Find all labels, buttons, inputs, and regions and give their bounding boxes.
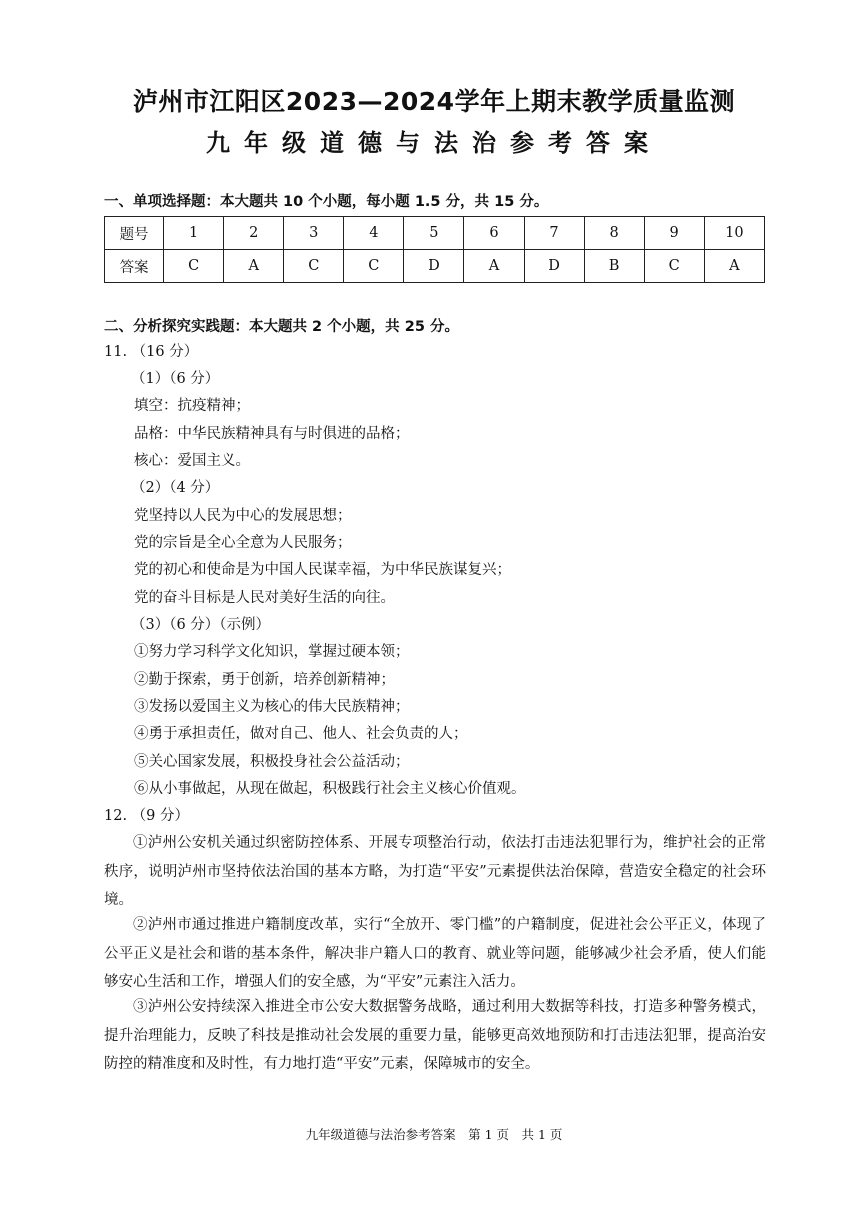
question-number: 7 xyxy=(524,217,584,250)
table-row-label: 题号 xyxy=(105,217,164,250)
question-number: 1 xyxy=(164,217,224,250)
question-number: 9 xyxy=(644,217,704,250)
answer-paragraph: ③泸州公安持续深入推进全市公安大数据警务战略，通过利用大数据等科技，打造多种警务模式，提升治理能力，反映了科技是推动社会发展的重要力量，能够更高效地预防和打击违法犯罪，提高治安防控的精准度和及时性，有力地打造“平安”元素，保障城市的安全。 xyxy=(104,999,766,1072)
answer-line: ②勤于探索，勇于创新，培养创新精神； xyxy=(134,672,395,688)
answer-table-row-answers xyxy=(105,250,765,283)
question-number: 10 xyxy=(704,217,764,250)
answer-line: 填空：抗疫精神； xyxy=(134,398,250,414)
part-header: （3）（6 分）（示例） xyxy=(131,617,271,633)
question-number: 3 xyxy=(284,217,344,250)
answer-line: 党的奋斗目标是人民对美好生活的向往。 xyxy=(134,590,395,606)
answer-cell: D xyxy=(404,250,464,283)
section2-heading: 二、分析探究实践题：本大题共 2 个小题，共 25 分。 xyxy=(104,319,459,335)
answer-cell: C xyxy=(644,250,704,283)
answer-cell: C xyxy=(284,250,344,283)
answer-cell: D xyxy=(524,250,584,283)
part-header: （1）（6 分） xyxy=(131,371,220,387)
answer-cell: A xyxy=(224,250,284,283)
answer-cell: C xyxy=(164,250,224,283)
answer-line: ③发扬以爱国主义为核心的伟大民族精神； xyxy=(134,699,410,715)
answer-line: 党的宗旨是全心全意为人民服务； xyxy=(134,535,352,551)
section1-heading: 一、单项选择题：本大题共 10 个小题，每小题 1.5 分，共 15 分。 xyxy=(104,194,549,210)
answer-line: ⑥从小事做起，从现在做起，积极践行社会主义核心价值观。 xyxy=(134,781,526,797)
answer-line: 党坚持以人民为中心的发展思想； xyxy=(134,508,352,524)
question-number: 2 xyxy=(224,217,284,250)
page-footer: 九年级道德与法治参考答案 第 1 页 共 1 页 xyxy=(305,1127,563,1142)
document-title: 泸州市江阳区2023—2024学年上期末教学质量监测 xyxy=(132,87,736,116)
answer-paragraph: ①泸州公安机关通过织密防控体系、开展专项整治行动，依法打击违法犯罪行为，维护社会的正常秩序，说明泸州市坚持依法治国的基本方略，为打造“平安”元素提供法治保障，营造安全稳定的社会环境。 xyxy=(104,835,766,908)
question-number: 8 xyxy=(584,217,644,250)
question-number: 6 xyxy=(464,217,524,250)
answer-cell: A xyxy=(464,250,524,283)
answer-table xyxy=(104,216,765,283)
answer-cell: A xyxy=(704,250,764,283)
answer-line: ④勇于承担责任，做对自己、他人、社会负责的人； xyxy=(134,726,468,742)
question-number: 4 xyxy=(344,217,404,250)
answer-cell: C xyxy=(344,250,404,283)
question-number: 5 xyxy=(404,217,464,250)
answer-paragraph: ②泸州市通过推进户籍制度改革，实行“全放开、零门槛”的户籍制度，促进社会公平正义，体现了公平正义是社会和谐的基本条件，解决非户籍人口的教育、就业等问题，能够减少社会矛盾，使人们能够安心生活和工作，增强人们的安全感，为“平安”元素注入活力。 xyxy=(104,917,766,990)
question-12-header: 12. （9 分） xyxy=(104,808,190,824)
document-subtitle: 九年级道德与法治参考答案 xyxy=(206,129,662,157)
table-row-label: 答案 xyxy=(105,250,164,283)
answer-cell: B xyxy=(584,250,644,283)
part-header: （2）（4 分） xyxy=(131,480,220,496)
answer-line: ①努力学习科学文化知识，掌握过硬本领； xyxy=(134,644,410,660)
answer-line: ⑤关心国家发展，积极投身社会公益活动； xyxy=(134,754,410,770)
answer-line: 品格：中华民族精神具有与时俱进的品格； xyxy=(134,426,410,442)
answer-line: 核心：爱国主义。 xyxy=(134,453,250,469)
answer-line: 党的初心和使命是为中国人民谋幸福，为中华民族谋复兴； xyxy=(134,562,511,578)
answer-table-row-numbers xyxy=(105,217,765,250)
question-11-header: 11. （16 分） xyxy=(104,344,199,360)
